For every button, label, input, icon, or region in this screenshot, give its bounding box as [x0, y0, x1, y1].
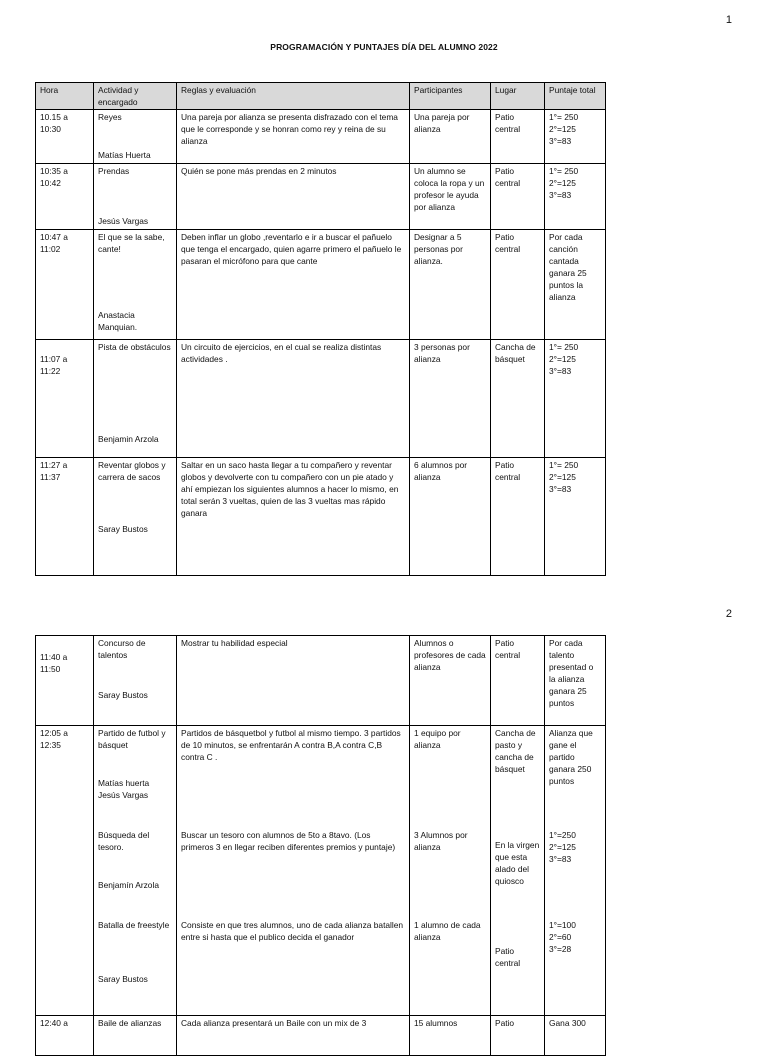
actividad-cell: Pista de obstáculos Benjamin Arzola: [94, 340, 177, 458]
reglas-cell: Quién se pone más prendas en 2 minutos: [177, 164, 410, 230]
table-row: [36, 110, 606, 164]
puntaje-cell: 1°= 250 2°=125 3°=83: [545, 110, 606, 164]
participantes-cell: Una pareja por alianza: [410, 110, 491, 164]
column-header-puntaje: Puntaje total: [545, 83, 606, 110]
table-row: [36, 164, 606, 230]
schedule-table-page-2: [35, 635, 606, 1056]
lugar-cell: Patio central: [491, 458, 545, 576]
lugar-cell: Patio central: [491, 110, 545, 164]
puntaje-cell: Por cada talento presentad o la alianza ganara 25 puntos: [545, 636, 606, 726]
reglas-cell: Mostrar tu habilidad especial: [177, 636, 410, 726]
actividad-cell: El que se la sabe, cante! Anastacia Manquian.: [94, 230, 177, 340]
encargado-name: Benjamín Arzola: [98, 880, 159, 890]
page-number-2: 2: [725, 608, 732, 620]
actividad-cell: Reventar globos y carrera de sacos Saray Bustos: [94, 458, 177, 576]
column-header-lugar: Lugar: [491, 83, 545, 110]
column-header-hora: Hora: [36, 83, 94, 110]
puntaje-cell: [545, 726, 606, 1016]
table-header-row: [36, 83, 606, 110]
participantes-cell: Designar a 5 personas por alianza.: [410, 230, 491, 340]
actividad-cell: Concurso de talentos Saray Bustos: [94, 636, 177, 726]
puntaje-cell: Gana 300: [545, 1016, 606, 1056]
document-title: PROGRAMACIÓN Y PUNTAJES DÍA DEL ALUMNO 2022: [270, 42, 498, 52]
puntaje-cell: Por cada canción cantada ganara 25 puntos la alianza: [545, 230, 606, 340]
actividad-cell: [94, 726, 177, 1016]
score-text: Alianza que gane el partido ganara 250 puntos: [549, 728, 593, 786]
reglas-cell: Un circuito de ejercicios, en el cual se realiza distintas actividades .: [177, 340, 410, 458]
lugar-cell: Cancha de básquet: [491, 340, 545, 458]
participants-text: 1 equipo por alianza: [414, 728, 461, 750]
score-text: 1°=250 2°=125 3°=83: [549, 830, 576, 864]
actividad-cell: Prendas Jesús Vargas: [94, 164, 177, 230]
hora-cell: 10:35 a 10:42: [36, 164, 94, 230]
encargado-name: Anastacia Manquian.: [98, 310, 138, 332]
participantes-cell: 6 alumnos por alianza: [410, 458, 491, 576]
rules-text: Partidos de básquetbol y futbol al mismo tiempo. 3 partidos de 10 minutos, se enfrentarán A contra B,A contra C,B contra C .: [181, 728, 401, 762]
actividad-cell: Reyes Matías Huerta: [94, 110, 177, 164]
table-row: [36, 458, 606, 576]
encargado-name: Benjamin Arzola: [98, 434, 159, 444]
lugar-cell: [491, 726, 545, 1016]
puntaje-cell: 1°= 250 2°=125 3°=83: [545, 458, 606, 576]
reglas-cell: Cada alianza presentará un Baile con un mix de 3: [177, 1016, 410, 1056]
score-text: 1°=100 2°=60 3°=28: [549, 920, 576, 954]
rules-text: Consiste en que tres alumnos, uno de cada alianza batallen entre si hasta que el publico decida el ganador: [181, 920, 404, 942]
table-row: [36, 340, 606, 458]
lugar-cell: Patio central: [491, 164, 545, 230]
activity-name: Partido de futbol y básquet: [98, 728, 166, 750]
encargado-name: Jesús Vargas: [98, 216, 149, 226]
reglas-cell: [177, 726, 410, 1016]
rules-text: Buscar un tesoro con alumnos de 5to a 8tavo. (Los primeros 3 en llegar reciben diferentes premios y puntaje): [181, 830, 396, 852]
hora-cell: 12:40 a: [36, 1016, 94, 1056]
participantes-cell: 15 alumnos: [410, 1016, 491, 1056]
actividad-cell: Baile de alianzas: [94, 1016, 177, 1056]
hora-cell: 10.15 a 10:30: [36, 110, 94, 164]
reglas-cell: Deben inflar un globo ,reventarlo e ir a buscar el pañuelo que tenga el encargado, quien agarre primero el pañuelo le pasaran el micrófono para que cante: [177, 230, 410, 340]
lugar-cell: Patio central: [491, 230, 545, 340]
participantes-cell: Un alumno se coloca la ropa y un profesor le ayuda por alianza: [410, 164, 491, 230]
table-row: [36, 1016, 606, 1056]
hora-cell: 11:07 a 11:22: [36, 340, 94, 458]
place-text: Patio central: [495, 946, 521, 968]
encargado-name: Saray Bustos: [98, 524, 148, 534]
activity-name: Búsqueda del tesoro.: [98, 830, 150, 852]
participantes-cell: 3 personas por alianza: [410, 340, 491, 458]
table-row: [36, 726, 606, 1016]
encargado-name: Matías huerta Jesús Vargas: [98, 778, 150, 800]
place-text: Cancha de pasto y cancha de básquet: [495, 728, 536, 774]
hora-cell: 11:27 a 11:37: [36, 458, 94, 576]
activity-name: Batalla de freestyle: [98, 920, 170, 930]
lugar-cell: Patio: [491, 1016, 545, 1056]
lugar-cell: Patio central: [491, 636, 545, 726]
reglas-cell: Saltar en un saco hasta llegar a tu compañero y reventar globos y devolverte con tu compañero con un pie atado y ahí empiezan los siguientes alumnos a hacer lo mismo, en total serán 3 vueltas, quien de las 3 vueltas mas rápido ganara: [177, 458, 410, 576]
reglas-cell: Una pareja por alianza se presenta disfrazado con el tema que le corresponde y se honran como rey y reina de su alianza: [177, 110, 410, 164]
schedule-table-page-1: [35, 82, 606, 576]
table-row: [36, 636, 606, 726]
puntaje-cell: 1°= 250 2°=125 3°=83: [545, 340, 606, 458]
encargado-name: Saray Bustos: [98, 974, 148, 984]
column-header-participantes: Participantes: [410, 83, 491, 110]
hora-cell: 10:47 a 11:02: [36, 230, 94, 340]
place-text: En la virgen que esta alado del quiosco: [495, 840, 540, 886]
column-header-actividad: Actividad y encargado: [94, 83, 177, 110]
hora-cell: 11:40 a 11:50: [36, 636, 94, 726]
encargado-name: Matías Huerta: [98, 150, 151, 160]
participants-text: 1 alumno de cada alianza: [414, 920, 481, 942]
hora-cell: 12:05 a 12:35: [36, 726, 94, 1016]
participantes-cell: [410, 726, 491, 1016]
column-header-reglas: Reglas y evaluación: [177, 83, 410, 110]
encargado-name: Saray Bustos: [98, 690, 148, 700]
puntaje-cell: 1°= 250 2°=125 3°=83: [545, 164, 606, 230]
page-number-1: 1: [725, 14, 732, 26]
participants-text: 3 Alumnos por alianza: [414, 830, 468, 852]
table-row: [36, 230, 606, 340]
participantes-cell: Alumnos o profesores de cada alianza: [410, 636, 491, 726]
